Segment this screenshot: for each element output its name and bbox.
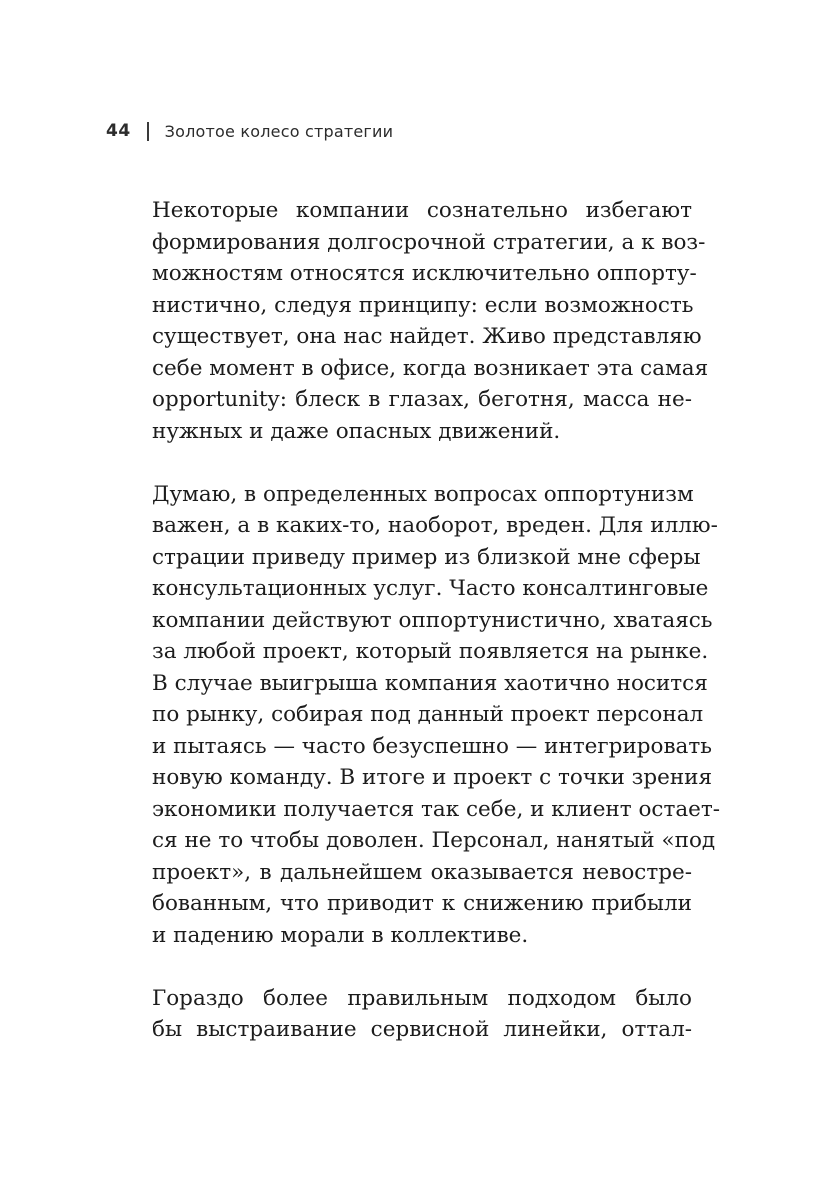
text-line: компании действуют оппортунистично, хватаясь [152,607,713,633]
text-line: важен, а в каких-то, наоборот, вреден. Для иллю- [152,513,718,538]
running-header [106,119,393,143]
text-line: и пытаясь — часто безуспешно — интегрировать [152,733,712,759]
body-text [152,195,721,1077]
text-line: страции приведу пример из близкой мне сферы [152,544,701,570]
text-line: нужных и даже опасных движений. [152,418,561,444]
text-line: Гораздо более правильным подходом было [152,985,692,1011]
text-line: себе момент в офисе, когда возникает эта самая [152,355,709,381]
text-line: ся не то чтобы доволен. Персонал, нанятый «под [152,828,716,853]
header-divider [147,122,149,141]
text-line: новую команду. В итоге и проект с точки зрения [152,765,713,790]
text-line: проект», в дальнейшем оказывается невостре- [152,859,692,885]
page-number: 44 [106,121,131,141]
text-line: за любой проект, который появляется на рынке. [152,639,709,664]
text-line: нистично, следуя принципу: если возможность [152,292,694,318]
text-line: по рынку, собирая под данный проект персонал [152,702,704,727]
text-line: Думаю, в определенных вопросах оппортунизм [152,481,694,507]
text-line: Некоторые компании сознательно избегают [152,198,692,223]
text-line: бованным, что приводит к снижению прибыли [152,891,692,916]
text-line: можностям относятся исключительно оппорту- [152,261,697,286]
text-line: и падению морали в коллективе. [152,922,529,948]
chapter-title: Золотое колесо стратегии [164,121,394,141]
text-line: бы выстраивание сервисной линейки, оттал- [152,1017,692,1042]
text-line: экономики получается так себе, и клиент остает- [152,796,721,822]
text-line: opportunity: блеск в глазах, беготня, масса не- [152,387,692,412]
text-line: В случае выигрыша компания хаотично носится [152,670,708,696]
paragraph-1 [152,195,709,447]
text-line: существует, она нас найдет. Живо представляю [152,324,702,349]
paragraph-2 [152,479,721,952]
text-line: формирования долгосрочной стратегии, а к воз- [152,229,706,255]
text-line: консультационных услуг. Часто консалтинговые [152,576,709,601]
paragraph-3 [152,983,692,1046]
